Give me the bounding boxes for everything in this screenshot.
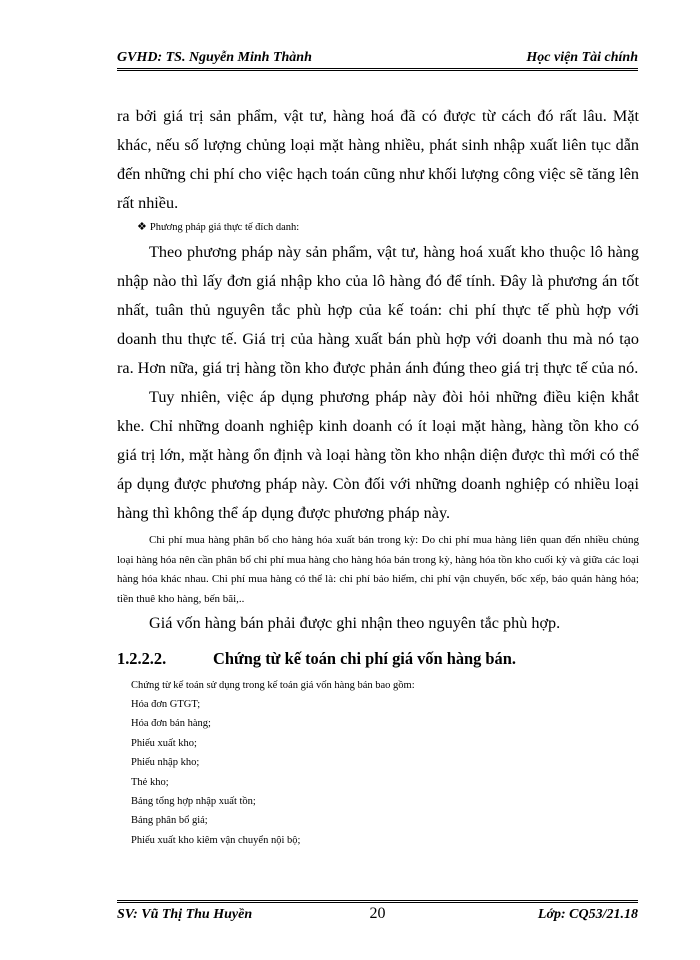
list-item: Hóa đơn GTGT; bbox=[131, 699, 201, 710]
paragraph-4: Chi phí mua hàng phân bổ cho hàng hóa xuất bán trong kỳ: Do chi phí mua hàng liên quan đến nhiều chủng loại hàng hóa nên cần phân bổ chi phí mua hàng cho hàng hóa bán trong kỳ, hàng hóa tồn kho cuối kỳ và giữa các loại hàng hóa khác nhau. Chi phí mua hàng có thể là: chi phí bảo hiểm, chi phí vận chuyển, bốc xếp, bảo quản hàng hóa; tiền thuê kho hàng, bến bãi,.. bbox=[117, 534, 639, 605]
list-item: Bảng tổng hợp nhập xuất tồn; bbox=[131, 796, 256, 808]
list-item: Phiếu xuất kho kiêm vận chuyển nội bộ; bbox=[131, 834, 301, 846]
list-intro: Chứng từ kế toán sử dụng trong kế toán giá vốn hàng bán bao gồm: bbox=[131, 680, 415, 691]
paragraph-3: Tuy nhiên, việc áp dụng phương pháp này đòi hỏi những điều kiện khắt khe. Chỉ những doanh nghiệp kinh doanh có ít loại mặt hàng, hàng tồn kho có giá trị lớn, mặt hàng ổn định và loại hàng tồn kho nhận diện được thì mới có thể áp dụng được phương pháp này. Còn đối với những doanh nghiệp có nhiều loại hàng thì không thể áp dụng được phương pháp này. bbox=[117, 388, 639, 522]
paragraph-5: Giá vốn hàng bán phải được ghi nhận theo nguyên tắc phù hợp. bbox=[149, 614, 561, 632]
page-number: 20 bbox=[369, 905, 386, 922]
section-title: Chứng từ kế toán chi phí giá vốn hàng bán. bbox=[213, 649, 516, 668]
section-number: 1.2.2.2. bbox=[117, 649, 167, 668]
list-item: Bảng phân bổ giá; bbox=[131, 815, 208, 827]
header-supervisor: GVHD: TS. Nguyễn Minh Thành bbox=[117, 50, 312, 65]
bullet-item bbox=[137, 219, 639, 236]
paragraph-2: Theo phương pháp này sản phẩm, vật tư, hàng hoá xuất kho thuộc lô hàng nhập nào thì lấy đơn giá nhập kho của lô hàng đó để tính. Đây là phương án tốt nhất, tuân thủ nguyên tắc phù hợp của kế toán: chi phí thực tế phù hợp với doanh thu thực tế. Giá trị của hàng xuất bán phù hợp với doanh thu mà nó tạo ra. Hơn nữa, giá trị hàng tồn kho được phản ánh đúng theo giá trị thực tế của nó. bbox=[117, 243, 639, 377]
header-institution: Học viện Tài chính bbox=[526, 50, 638, 65]
section-heading bbox=[117, 646, 639, 672]
page-footer bbox=[117, 900, 638, 931]
list-item: Phiếu xuất kho; bbox=[131, 737, 197, 749]
bullet-text: Phương pháp giá thực tế đích danh: bbox=[149, 222, 300, 233]
list-item: Thẻ kho; bbox=[131, 776, 169, 788]
page-content bbox=[117, 102, 639, 850]
list-item: Hóa đơn bán hàng; bbox=[131, 718, 211, 730]
page-header bbox=[117, 44, 638, 71]
diamond-bullet-icon: ❖ bbox=[137, 221, 147, 233]
list-item: Phiếu nhập kho; bbox=[131, 757, 200, 769]
footer-class: Lớp: CQ53/21.18 bbox=[537, 907, 638, 922]
paragraph-1: ra bởi giá trị sản phẩm, vật tư, hàng hoá đã có được từ cách đó rất lâu. Mặt khác, nếu số lượng chủng loại mặt hàng nhiều, phát sinh nhập xuất liên tục dẫn đến những chi phí cho việc hạch toán cũng như khối lượng công việc sẽ tăng lên rất nhiều. bbox=[117, 107, 639, 212]
footer-student: SV: Vũ Thị Thu Huyền bbox=[117, 907, 253, 922]
document-list bbox=[117, 695, 639, 850]
